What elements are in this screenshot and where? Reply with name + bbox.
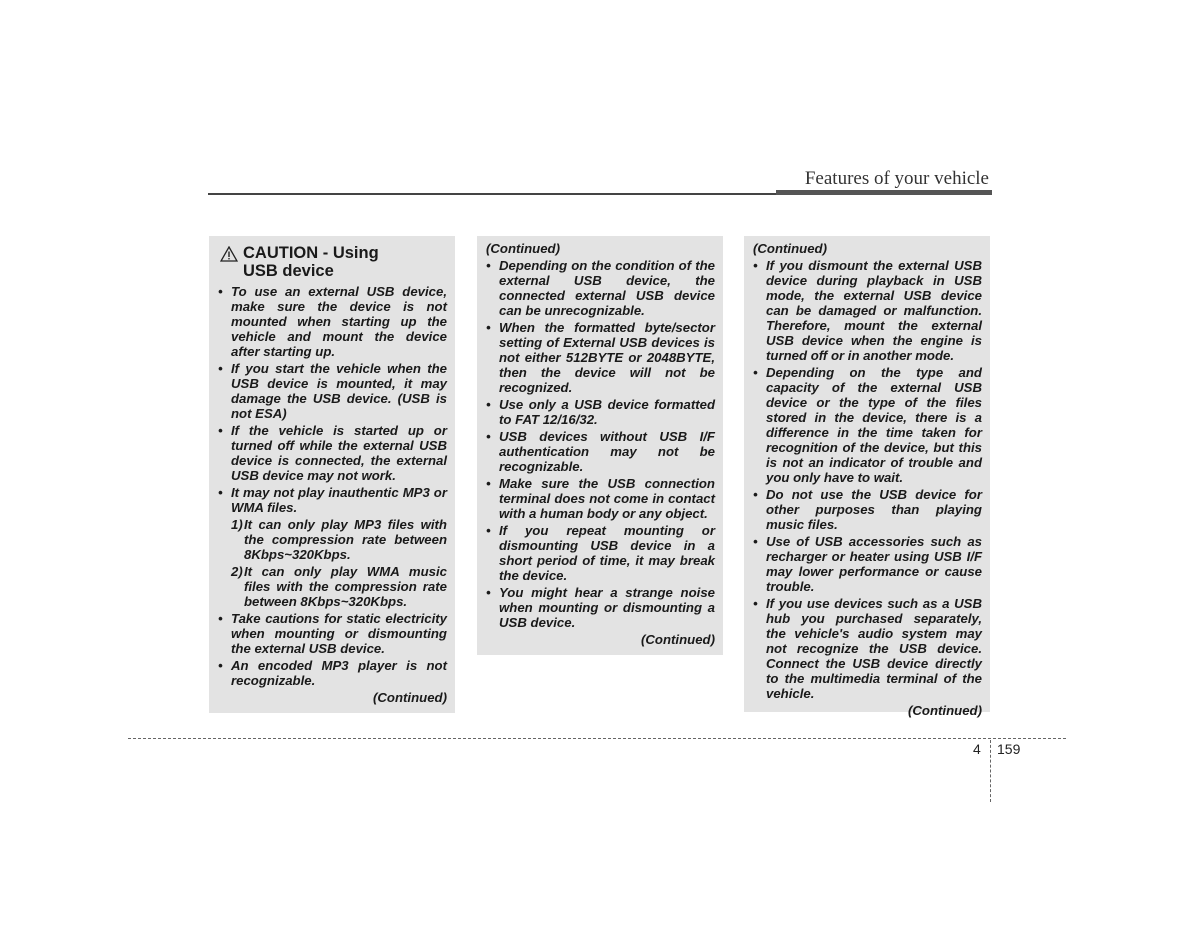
caution-panel-3 [744,236,990,718]
sub-list [218,517,447,609]
sub-list-item: 1) It can only play MP3 files with the compression rate between 8Kbps~320Kbps. [231,517,447,562]
continued-top-label: (Continued) [486,241,560,256]
page-header-title: Features of your vehicle [804,168,989,189]
caution-title: CAUTION - Using USB device [243,244,379,280]
list-item: • USB devices without USB I/F authentication may not be recognizable. [486,429,715,474]
caution-list-1b [218,611,447,688]
list-item: • If you repeat mounting or dismounting USB device in a short period of time, it may break the device. [486,523,715,583]
list-item: • Make sure the USB connection terminal does not come in contact with a human body or any object. [486,476,715,521]
header-rule [208,193,778,195]
caution-list-1 [218,284,447,515]
continued-label: (Continued) [373,690,447,705]
list-item: • Do not use the USB device for other purposes than playing music files. [753,487,982,532]
list-item: • Take cautions for static electricity when mounting or dismounting the external USB device. [218,611,447,656]
list-item: • When the formatted byte/sector setting of External USB devices is not either 512BYTE or 2048BYTE, then the device will not be recognized. [486,320,715,395]
footer-dashed-rule [128,738,1066,739]
list-item: • You might hear a strange noise when mounting or dismounting a USB device. [486,585,715,630]
list-item: • If you use devices such as a USB hub you purchased separately, the vehicle's audio system may not recognize the USB device. Connect the USB device directly to the multimedia terminal of the vehicle. [753,596,982,701]
header-rule-accent [776,190,992,195]
caution-panel-2 [477,236,723,655]
list-item: • Depending on the condition of the external USB device, the connected external USB device can be unrecognizable. [486,258,715,318]
continued-label: (Continued) [908,703,982,718]
list-item: • An encoded MP3 player is not recognizable. [218,658,447,688]
continued-top-label: (Continued) [753,241,827,256]
list-item: • Use of USB accessories such as recharger or heater using USB I/F may lower performance or cause trouble. [753,534,982,594]
list-item: • If the vehicle is started up or turned off while the external USB device is connected, the external USB device may not work. [218,423,447,483]
caution-heading [218,244,447,280]
chapter-number: 4 [973,741,981,757]
caution-list-2 [486,258,715,630]
footer-dashed-divider [990,740,991,802]
warning-triangle-icon [220,246,238,262]
sub-list-item: 2) It can only play WMA music files with the compression rate between 8Kbps~320Kbps. [231,564,447,609]
continued-label: (Continued) [641,632,715,647]
list-item: • If you dismount the external USB device during playback in USB mode, the external USB device can be damaged or malfunction. Therefore, mount the external USB device when the engine is turned off or in another mode. [753,258,982,363]
list-item: • To use an external USB device, make sure the device is not mounted when starting up the vehicle and mount the device after starting up. [218,284,447,359]
list-item: • Use only a USB device formatted to FAT 12/16/32. [486,397,715,427]
caution-panel-1 [209,236,455,713]
list-item: • It may not play inauthentic MP3 or WMA files. [218,485,447,515]
list-item: • Depending on the type and capacity of the external USB device or the type of the files stored in the device, there is a difference in the time taken for recognition of the device, but this is not an indicator of trouble and you only have to wait. [753,365,982,485]
page-number: 159 [997,741,1021,757]
list-item: • If you start the vehicle when the USB device is mounted, it may damage the USB device. (USB is not ESA) [218,361,447,421]
caution-list-3 [753,258,982,701]
